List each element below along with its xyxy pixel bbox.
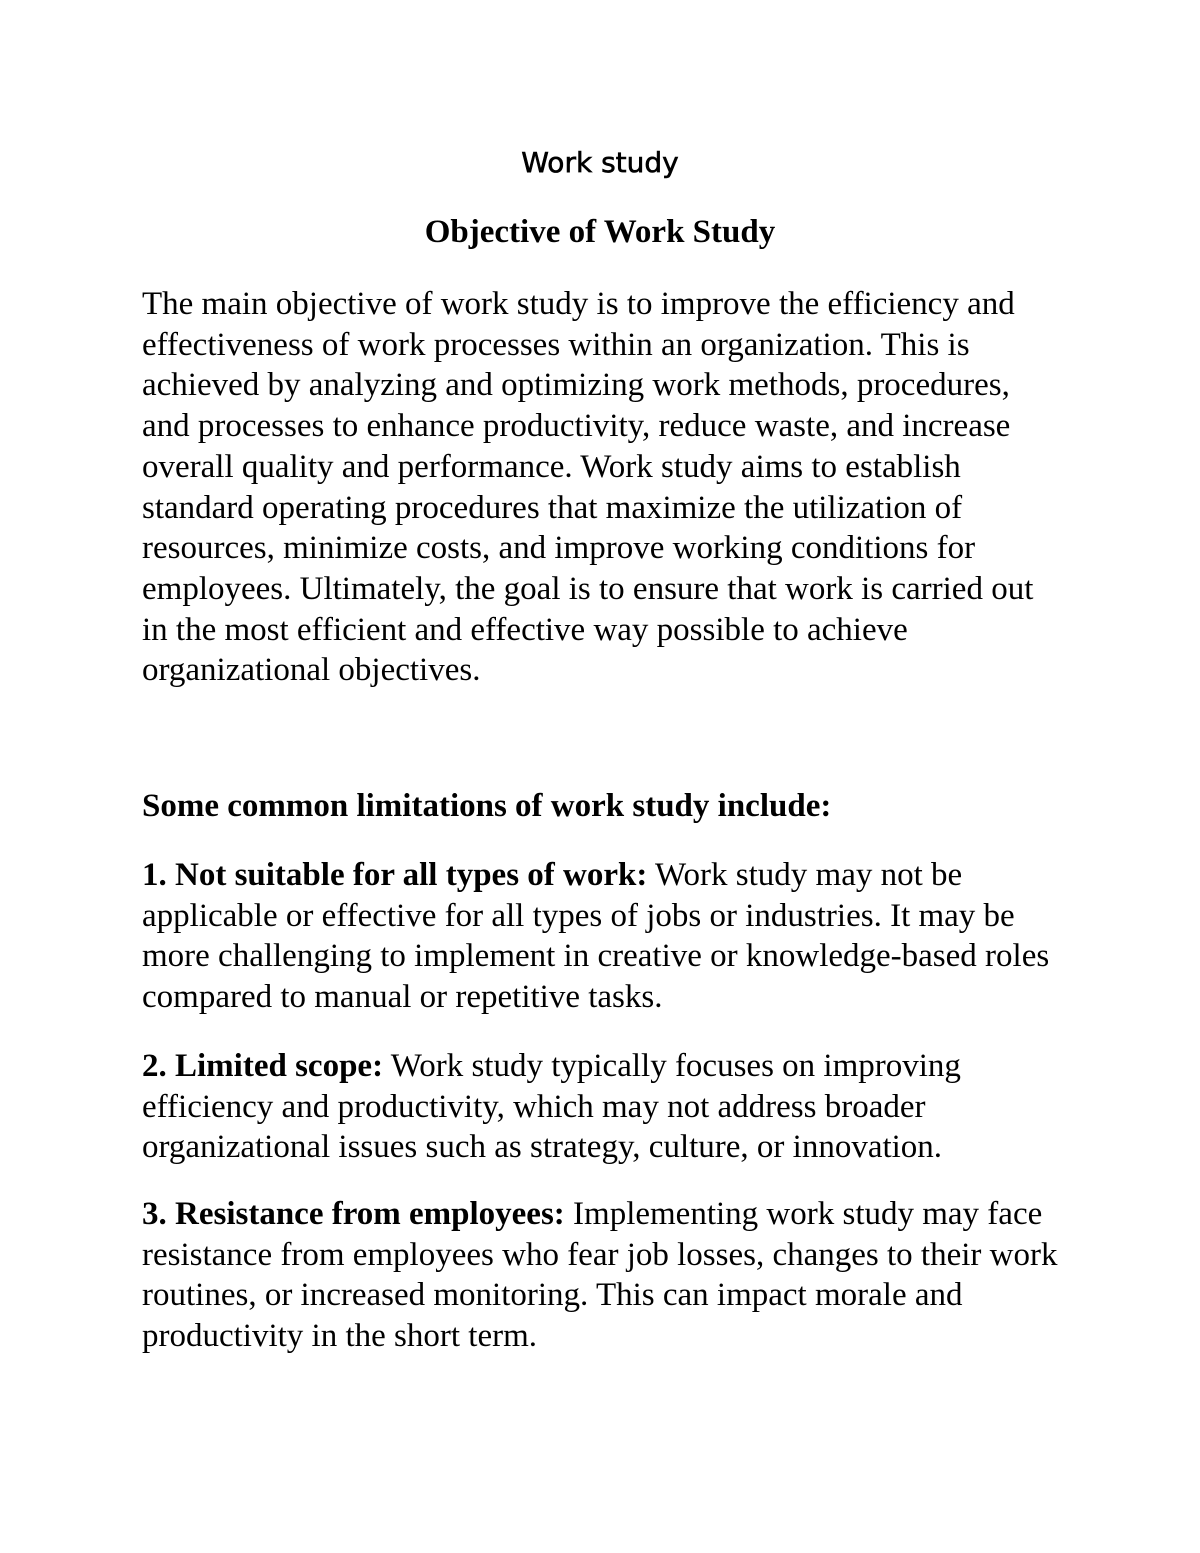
section-heading-objective: Objective of Work Study xyxy=(424,214,776,250)
limitation-item-lead: 3. Resistance from employees: xyxy=(142,1196,565,1232)
limitation-item-lead: 1. Not suitable for all types of work: xyxy=(142,857,648,893)
section-heading-limitations: Some common limitations of work study include: xyxy=(142,788,832,824)
document-title: Work study xyxy=(521,146,679,179)
limitation-item-text: Work study may not be applicable or effective for all types of jobs or industries. It may be more challenging to implement in creative or knowledge-based roles compared to manual or repetitive tasks. xyxy=(142,857,1050,1016)
limitation-item-1 xyxy=(142,855,1062,1018)
limitation-item-text: Implementing work study may face resistance from employees who fear job losses, changes to their work routines, or increased monitoring. This can impact morale and productivity in the short term. xyxy=(142,1196,1058,1355)
objective-paragraph: The main objective of work study is to improve the efficiency and effectiveness of work processes within an organization. This is achieved by analyzing and optimizing work methods, procedures, and processes to enhance productivity, reduce waste, and increase overall quality and performance. Work study aims to establish standard operating procedures that maximize the utilization of resources, minimize costs, and improve working conditions for employees. Ultimately, the goal is to ensure that work is carried out in the most efficient and effective way possible to achieve organizational objectives. xyxy=(142,286,1034,689)
limitation-item-3 xyxy=(142,1194,1062,1357)
limitation-item-lead: 2. Limited scope: xyxy=(142,1048,384,1084)
limitation-item-2 xyxy=(142,1046,1062,1168)
limitation-item-text: Work study typically focuses on improving efficiency and productivity, which may not address broader organizational issues such as strategy, culture, or innovation. xyxy=(142,1048,961,1166)
